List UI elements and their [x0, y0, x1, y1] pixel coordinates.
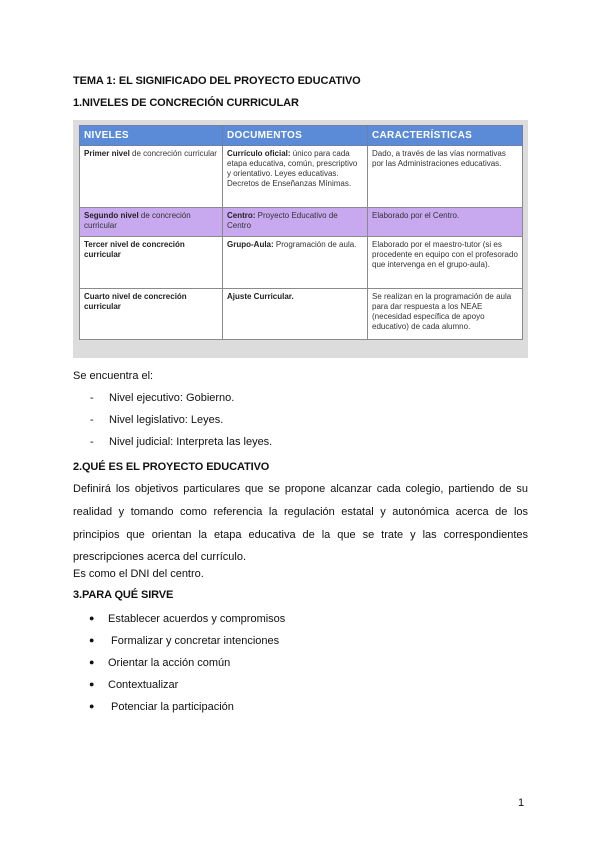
dni-text: Es como el DNI del centro.: [73, 568, 204, 580]
section-heading-que-es: 2.QUÉ ES EL PROYECTO EDUCATIVO: [73, 461, 270, 473]
dash-marker: -: [90, 436, 94, 448]
header-caracteristicas: CARACTERÍSTICAS: [368, 126, 523, 146]
header-niveles: NIVELES: [80, 126, 223, 146]
paragraph-line: Definirá los objetivos particulares que se propone alcanzar cada colegio, partiendo de su: [73, 483, 528, 495]
table-row: [80, 289, 523, 340]
section-heading-niveles: 1.NIVELES DE CONCRECIÓN CURRICULAR: [73, 97, 299, 109]
cell-characteristics: Dado, a través de las vías normativas por las Administraciones educativas.: [368, 146, 523, 208]
table-row: [80, 237, 523, 289]
bullet-icon: ●: [89, 657, 95, 667]
bullet-icon: ●: [89, 701, 95, 711]
table-row: [80, 208, 523, 237]
table-header-row: [80, 126, 523, 146]
table-row: [80, 146, 523, 208]
bullet-icon: ●: [89, 679, 95, 689]
cell-document: Currículo oficial: único para cada etapa educativa, común, prescriptivo y orientativo. Leyes educativas. Decretos de Enseñanzas Mínimas.: [223, 146, 368, 208]
cell-document: Ajuste Curricular.: [223, 289, 368, 340]
section-heading-para-que: 3.PARA QUÉ SIRVE: [73, 589, 174, 601]
paragraph-line: realidad y tomando como referencia la regulación estatal y autonómica acerca de los: [73, 506, 528, 518]
bullet-icon: ●: [89, 613, 95, 623]
levels-table: [79, 125, 523, 340]
paragraph-line: prescripciones acerca del currículo.: [73, 551, 247, 563]
bullet-icon: ●: [89, 635, 95, 645]
list-item: - Nivel judicial: Interpreta las leyes.: [90, 436, 273, 448]
cell-level: Primer nivel de concreción curricular: [80, 146, 223, 208]
cell-document: Grupo-Aula: Programación de aula.: [223, 237, 368, 289]
se-encuentra-text: Se encuentra el:: [73, 370, 154, 382]
cell-characteristics: Elaborado por el maestro-tutor (si es procedente en equipo con el profesorado que intervenga en el grupo-aula).: [368, 237, 523, 289]
cell-document: Centro: Proyecto Educativo de Centro: [223, 208, 368, 237]
cell-characteristics: Se realizan en la programación de aula para dar respuesta a los NEAE (necesidad específica de apoyo educativo) de cada alumno.: [368, 289, 523, 340]
cell-level: Tercer nivel de concreción curricular: [80, 237, 223, 289]
dash-marker: -: [90, 414, 94, 426]
cell-characteristics: Elaborado por el Centro.: [368, 208, 523, 237]
page-number: 1: [518, 797, 525, 809]
header-documentos: DOCUMENTOS: [223, 126, 368, 146]
document-page: TEMA 1: EL SIGNIFICADO DEL PROYECTO EDUCATIVO 1.NIVELES DE CONCRECIÓN CURRICULAR NIVELES DOCUMENTOS CARACTERÍSTICAS Primer nivel de concreción curricular Currículo oficial: único para cada etapa educativa, común, prescriptivo y orientativo. Leyes educativas. Decretos de Enseñanzas Mínimas. Dado, a través de las vías normativas por las Administraciones educativas. Segundo nivel de concreción curricular Centro: Proyecto Educativo de Centro Elaborado por el Centro. Tercer nivel de concreción curricular Grupo-Aula: Programación de aula. Elaborado por el maestro-tutor (si es procedente en equipo con el profesorado que intervenga en el grupo-aula). Cuarto nivel de concreción curricular Ajuste Curricular. Se realizan en la programación de aula para dar respuesta a los NEAE (necesidad específica de apoyo educativo) de cada alumno. Se encuentra el: - Nivel ejecutivo: Gobierno. - Nivel legislativo: Leyes. - Nivel judicial: Interpreta las leyes. 2.QUÉ ES EL PROYECTO EDUCATIVO Definirá los objetivos particulares que se propone alcanzar cada colegio, partiendo de su realidad y tomando como referencia la regulación estatal y autonómica acerca de los principios que orientan la etapa educativa de la que se trate y las correspondientes prescripciones acerca del currículo. Es como el DNI del centro. 3.PARA QUÉ SIRVE ● Establecer acuerdos y compromisos ● Formalizar y concretar intenciones ● Orientar la acción común ● Contextualizar ● Potenciar la participación 1: [73, 75, 528, 809]
dash-marker: -: [90, 392, 94, 404]
cell-level: Segundo nivel de concreción curricular: [80, 208, 223, 237]
list-item: - Nivel legislativo: Leyes.: [90, 414, 224, 426]
paragraph-line: principios que orientan la etapa educativa de la que se trate y las correspondientes: [73, 529, 528, 541]
cell-level: Cuarto nivel de concreción curricular: [80, 289, 223, 340]
document-title: TEMA 1: EL SIGNIFICADO DEL PROYECTO EDUCATIVO: [73, 75, 361, 87]
levels-table-image: [73, 120, 528, 358]
list-item: - Nivel ejecutivo: Gobierno.: [90, 392, 235, 404]
